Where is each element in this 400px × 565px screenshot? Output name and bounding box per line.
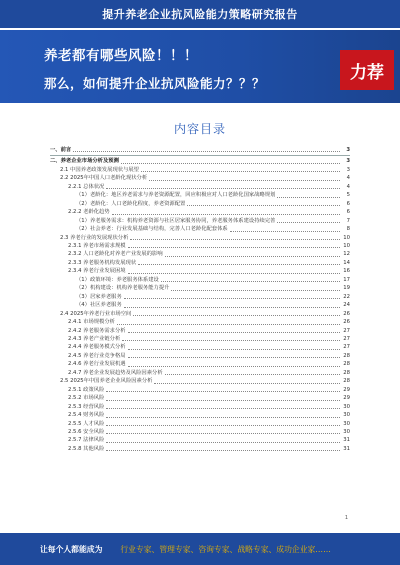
toc-entry-page: 31 — [343, 437, 350, 444]
toc-leader-dots — [117, 324, 340, 325]
toc-entry-text: 2.4.2 养老服务需求分析 — [68, 327, 126, 334]
toc-entry-text: 2.4.3 养老产业链分析 — [68, 335, 121, 342]
toc-entry[interactable] — [50, 403, 350, 411]
toc-entry-text: 2.5.1 政策风险 — [68, 386, 105, 393]
toc-leader-dots — [165, 256, 340, 257]
toc-leader-dots — [106, 391, 340, 392]
toc-entry-page: 10 — [343, 242, 350, 249]
toc-entry-text: 2.3.2 人口老龄化对养老产业发展的影响 — [68, 251, 163, 258]
toc-entry-text: 2.5 2025年中国养老企业风险因素分析 — [60, 378, 153, 385]
toc-entry-text: 二、养老企业市场分析及预测 — [50, 158, 119, 165]
toc-entry-page: 22 — [343, 293, 350, 300]
toc-entry[interactable] — [50, 301, 350, 309]
toc-leader-dots — [106, 442, 340, 443]
toc-entry-page: 8 — [346, 226, 350, 233]
toc-leader-dots — [165, 374, 340, 375]
toc-leader-dots — [138, 264, 340, 265]
toc-leader-dots — [106, 433, 340, 434]
toc-entry-page: 5 — [346, 192, 350, 199]
toc-leader-dots — [73, 151, 340, 152]
toc-entry-text: 2.4.4 养老服务模式分析 — [68, 344, 126, 351]
toc-entry-text: 2.5.7 法律风险 — [68, 437, 105, 444]
toc-entry[interactable] — [50, 259, 350, 267]
toc-leader-dots — [106, 188, 340, 189]
toc-entry-text: （1）老龄化：地区养老需求与养老资源配置，回应积极应对人口老龄化国家战略规划 — [76, 192, 276, 199]
toc-entry[interactable] — [50, 276, 350, 284]
toc-leader-dots — [154, 383, 340, 384]
toc-entry-text: 一、前言 — [50, 147, 72, 153]
toc-entry-text: 2.4.1 市场规模分析 — [68, 319, 115, 326]
toc-leader-dots — [277, 197, 340, 198]
toc-leader-dots — [106, 425, 340, 426]
toc-entry[interactable] — [50, 352, 350, 360]
toc-entry[interactable] — [50, 166, 350, 174]
footer-roles: 行业专家、管理专家、咨询专家、战略专家、成功企业家…… — [120, 544, 331, 554]
hero-subheadline: 那么，如何提升企业抗风险能力？？？ — [44, 76, 266, 91]
toc-leader-dots — [106, 417, 340, 418]
toc-entry[interactable] — [50, 335, 350, 343]
toc-entry[interactable] — [50, 284, 350, 292]
toc-entry-text: 2.4.5 养老行业竞争格局 — [68, 352, 126, 359]
toc-entry-page: 30 — [343, 403, 350, 410]
toc-entry-text: 2.2.2 老龄化趋势 — [68, 209, 110, 216]
toc-entry-page: 28 — [343, 352, 350, 359]
toc-entry[interactable] — [50, 377, 350, 385]
toc-entry[interactable] — [50, 436, 350, 444]
toc-entry[interactable] — [50, 428, 350, 436]
toc-entry-text: 2.4.6 养老行业发展机遇 — [68, 361, 126, 368]
table-of-contents — [50, 146, 350, 453]
toc-entry-text: 2.5.5 人才风险 — [68, 420, 105, 427]
recommend-badge: 力荐 — [340, 50, 394, 90]
toc-entry[interactable] — [50, 157, 350, 165]
toc-entry[interactable] — [50, 394, 350, 402]
toc-entry-page: 28 — [343, 361, 350, 368]
toc-leader-dots — [277, 222, 340, 223]
toc-leader-dots — [230, 231, 340, 232]
toc-entry-page: 4 — [346, 175, 350, 182]
toc-heading: 内容目录 — [173, 122, 226, 136]
toc-entry-page: 27 — [343, 344, 350, 351]
toc-entry-page: 30 — [343, 420, 350, 427]
toc-leader-dots — [128, 357, 340, 358]
toc-leader-dots — [106, 400, 340, 401]
toc-entry-text: （4）社区养老服务 — [76, 302, 122, 309]
toc-entry[interactable] — [50, 217, 350, 225]
toc-leader-dots — [128, 349, 340, 350]
toc-entry-text: （1）养老服务需求：机构养老资源与社区居家服务协同，养老服务体系建设持续完善 — [76, 217, 276, 224]
toc-entry-text: 2.2.1 总体状况 — [68, 183, 105, 190]
toc-entry-text: 2.5.4 财务风险 — [68, 412, 105, 419]
toc-entry-text: （1）政策环境：养老服务体系建设 — [76, 276, 159, 283]
toc-entry-page: 3 — [346, 158, 350, 165]
toc-entry-page: 7 — [346, 217, 350, 224]
toc-leader-dots — [128, 273, 340, 274]
toc-entry-text: （3）居家养老服务 — [76, 293, 122, 300]
toc-entry[interactable] — [50, 386, 350, 394]
toc-entry[interactable] — [50, 200, 350, 208]
toc-entry-page: 10 — [343, 234, 350, 241]
toc-entry-text: 2.5.3 经营风险 — [68, 403, 105, 410]
toc-leader-dots — [171, 290, 340, 291]
toc-entry-page: 6 — [346, 200, 350, 207]
toc-entry-text: 2.5.6 安全风险 — [68, 428, 105, 435]
toc-leader-dots — [149, 180, 340, 181]
toc-entry[interactable] — [50, 327, 350, 335]
toc-entry[interactable] — [50, 267, 350, 275]
toc-entry[interactable] — [50, 420, 350, 428]
toc-leader-dots — [124, 307, 340, 308]
toc-entry-text: 2.5.2 市场风险 — [68, 395, 105, 402]
toc-entry-text: 2.3 养老行业的发展现状分析 — [60, 234, 129, 241]
toc-entry-text: 2.1 中国养老政策发展现状与展望 — [60, 166, 139, 173]
toc-entry-text: 2.3.3 养老服务机构发展现状 — [68, 259, 137, 266]
toc-entry-text: （2）社会养老：行业发展基础与结构，完善人口老龄化配套体系 — [76, 226, 228, 233]
toc-entry-text: （2）老龄化：人口老龄化程度，养老资源配置 — [76, 200, 186, 207]
toc-entry-page: 27 — [343, 327, 350, 334]
report-header-bar — [0, 0, 400, 28]
footer-slogan: 让每个人都能成为 — [40, 544, 103, 554]
toc-entry[interactable] — [50, 293, 350, 301]
toc-leader-dots — [130, 239, 340, 240]
toc-leader-dots — [133, 315, 340, 316]
hero-headline: 养老都有哪些风险！！！ — [44, 48, 198, 64]
toc-entry-text: （2）机构建设：机构养老服务能力提升 — [76, 285, 170, 292]
toc-leader-dots — [122, 340, 340, 341]
toc-entry-page: 29 — [343, 395, 350, 402]
toc-entry-text: 2.4.7 养老企业发展趋势及风险因素分析 — [68, 369, 163, 376]
report-title: 提升养老企业抗风险能力策略研究报告 — [102, 8, 298, 21]
toc-entry-text: 2.2 2025年中国人口老龄化现状分析 — [60, 175, 148, 182]
toc-leader-dots — [124, 298, 340, 299]
toc-leader-dots — [161, 281, 340, 282]
toc-leader-dots — [106, 408, 340, 409]
toc-entry[interactable] — [50, 174, 350, 182]
toc-entry-page: 19 — [343, 285, 350, 292]
toc-entry-page: 29 — [343, 386, 350, 393]
toc-leader-dots — [121, 163, 340, 164]
toc-entry[interactable] — [50, 318, 350, 326]
toc-entry[interactable] — [50, 360, 350, 368]
toc-entry-text: 2.3.1 养老市场需求规模 — [68, 242, 126, 249]
toc-entry[interactable] — [50, 445, 350, 453]
toc-divider — [50, 155, 350, 156]
toc-entry[interactable] — [50, 183, 350, 191]
toc-leader-dots — [141, 171, 340, 172]
toc-leader-dots — [128, 366, 340, 367]
toc-entry[interactable] — [50, 242, 350, 250]
toc-entry[interactable] — [50, 310, 350, 318]
toc-entry[interactable] — [50, 369, 350, 377]
footer-bar — [0, 533, 400, 565]
toc-entry-page: 26 — [343, 310, 350, 317]
toc-entry-page: 28 — [343, 378, 350, 385]
toc-entry-page: 16 — [343, 268, 350, 275]
toc-entry[interactable] — [50, 411, 350, 419]
toc-entry-page: 30 — [343, 428, 350, 435]
toc-entry-page: 14 — [343, 259, 350, 266]
toc-entry[interactable] — [50, 146, 350, 154]
toc-entry-page: 12 — [343, 251, 350, 258]
toc-entry-page: 27 — [343, 335, 350, 342]
toc-leader-dots — [128, 247, 340, 248]
toc-entry-text: 2.4 2025年养老行业市场空间 — [60, 310, 132, 317]
toc-entry-page: 31 — [343, 445, 350, 452]
toc-entry-page: 3 — [346, 166, 350, 173]
toc-leader-dots — [106, 450, 340, 451]
toc-entry-page: 26 — [343, 319, 350, 326]
toc-entry[interactable] — [50, 191, 350, 199]
toc-entry-page: 4 — [346, 183, 350, 190]
toc-entry-page: 3 — [346, 147, 350, 153]
toc-entry[interactable] — [50, 225, 350, 233]
toc-entry-page: 17 — [343, 276, 350, 283]
toc-entry-page: 30 — [343, 412, 350, 419]
toc-entry[interactable] — [50, 208, 350, 216]
toc-entry-text: 2.5.8 其他风险 — [68, 445, 105, 452]
toc-entry-page: 6 — [346, 209, 350, 216]
toc-entry[interactable] — [50, 234, 350, 242]
page-number: 1 — [344, 515, 348, 521]
toc-entry-text: 2.3.4 养老行业发展困境 — [68, 268, 126, 275]
toc-leader-dots — [187, 205, 340, 206]
toc-leader-dots — [112, 214, 340, 215]
toc-entry[interactable] — [50, 343, 350, 351]
toc-entry-page: 24 — [343, 302, 350, 309]
toc-entry[interactable] — [50, 250, 350, 258]
toc-entry-page: 28 — [343, 369, 350, 376]
toc-leader-dots — [128, 332, 340, 333]
